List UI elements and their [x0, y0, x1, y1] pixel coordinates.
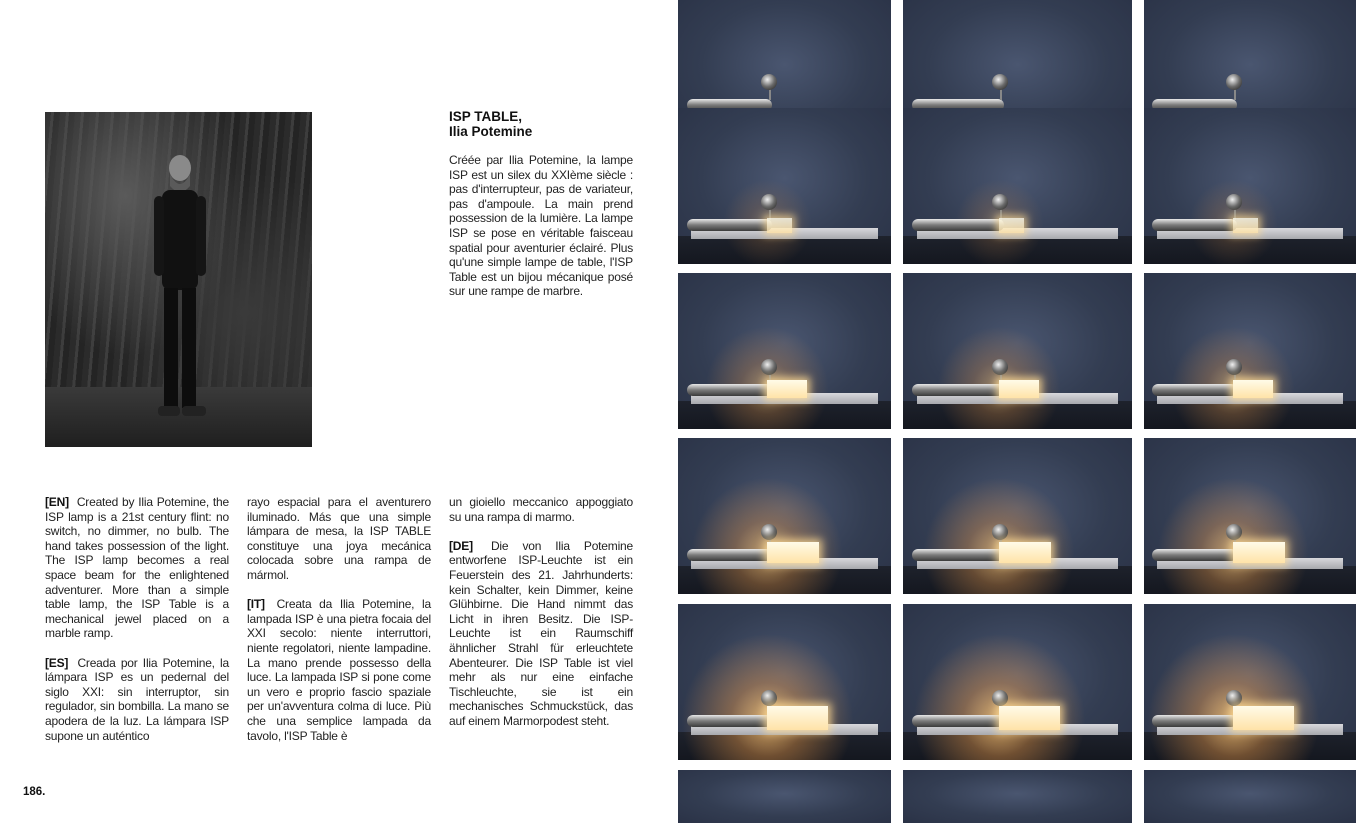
- lamp-photo: [678, 604, 891, 760]
- lamp-photo: [1144, 273, 1356, 429]
- lamp-photo: [903, 604, 1132, 760]
- lamp-tube: [912, 219, 1004, 231]
- lamp-light: [767, 218, 792, 233]
- lamp-light: [1233, 218, 1258, 233]
- lamp-tube: [1152, 219, 1237, 231]
- lamp-glow: [937, 326, 1061, 429]
- italian-continued: un gioiello meccanico appoggiato su una rampa di marmo.: [449, 495, 633, 524]
- lamp-light: [767, 380, 807, 398]
- lamp-sphere: [1226, 74, 1242, 90]
- text-column-2: [247, 495, 431, 758]
- lamp-tube: [687, 219, 772, 231]
- english-paragraph: [45, 495, 229, 641]
- lamp-photo: [1144, 438, 1356, 594]
- lamp-photo: [903, 273, 1132, 429]
- lamp-sphere: [992, 74, 1008, 90]
- lamp-tube: [687, 715, 772, 727]
- lamp-photo: [903, 108, 1132, 264]
- lamp-tube: [1152, 384, 1237, 396]
- lamp-photo: [678, 108, 891, 264]
- lamp-light: [999, 706, 1060, 729]
- es-tag: [ES]: [45, 655, 69, 670]
- lamp-glow: [705, 326, 829, 429]
- title-line-2: Ilia Potemine: [449, 124, 533, 139]
- lamp-photo: [903, 770, 1132, 823]
- en-tag: [EN]: [45, 495, 69, 509]
- lamp-sphere: [761, 690, 777, 706]
- lamp-sphere: [761, 194, 777, 210]
- lamp-photo: [678, 770, 891, 823]
- designer-portrait: [45, 112, 312, 447]
- lamp-light: [767, 542, 819, 563]
- de-tag: [DE]: [449, 538, 473, 553]
- lamp-tube: [687, 549, 772, 561]
- lamp-tube: [912, 715, 1004, 727]
- lamp-photo: [903, 438, 1132, 594]
- lamp-photo: [678, 273, 891, 429]
- page-number: 186.: [23, 786, 46, 798]
- lamp-photo: [1144, 108, 1356, 264]
- title-line-1: ISP TABLE,: [449, 109, 523, 124]
- lamp-tube: [687, 384, 772, 396]
- es-text: Creada por Ilia Potemine, la lámpara ISP es un pedernal del siglo XXI: sin interruptor, sin regulador, sin bombilla. La mano se apodera de la luz. La lámpara ISP supone un auténtico: [45, 655, 229, 743]
- lamp-photo: [678, 438, 891, 594]
- lamp-sphere: [761, 524, 777, 540]
- spanish-continued: rayo espacial para el aventurero iluminado. Más que una simple lámpara de mesa, la ISP TABLE constituye una joya mecánica colocada sobre una rampa de mármol.: [247, 495, 431, 582]
- article-title: [449, 109, 639, 139]
- lamp-sphere: [992, 194, 1008, 210]
- designer-figure: [140, 142, 220, 432]
- lamp-sphere: [992, 524, 1008, 540]
- lamp-tube: [1152, 549, 1237, 561]
- lamp-tube: [1152, 715, 1237, 727]
- german-paragraph: [449, 539, 633, 729]
- lamp-photo: [1144, 604, 1356, 760]
- text-column-3: [449, 495, 633, 743]
- lamp-sphere: [761, 359, 777, 375]
- lamp-tube: [912, 549, 1004, 561]
- lamp-sphere: [1226, 690, 1242, 706]
- lamp-light: [999, 542, 1051, 563]
- lamp-sphere: [992, 690, 1008, 706]
- it-text: Creata da Ilia Potemine, la lampada ISP è una pietra focaia del XXI secolo: niente interruttori, niente regolatori, niente lampadine. La mano prende possesso della luce. La lampada ISP si pone come un vero e proprio fascio spaziale per un'avventura colma di luce. Più che una semplice lampada da tavolo, l'ISP Table è: [247, 597, 431, 743]
- french-paragraph: Créée par Ilia Potemine, la lampe ISP est un silex du XXIème siècle : pas d'interrupteur, pas de variateur, pas d'ampoule. La main prend possession de la lumière. La lampe ISP se pose en véritable faisceau spatial pour aventurier éclairé. Plus qu'une simple lampe de table, l'ISP Table est un bijou mécanique posé sur une rampe de marbre.: [449, 153, 633, 299]
- text-column-1: [45, 495, 229, 758]
- lamp-sphere: [992, 359, 1008, 375]
- lamp-light: [999, 218, 1024, 233]
- spanish-paragraph: [45, 656, 229, 744]
- it-tag: [IT]: [247, 597, 265, 612]
- lamp-tube: [912, 384, 1004, 396]
- lamp-light: [1233, 380, 1273, 398]
- de-text: Die von Ilia Potemine entworfene ISP-Leuchte ist ein Feuerstein des 21. Jahrhunderts: kein Schalter, kein Dimmer, keine Glühbirne. Die Hand nimmt das Licht in ihren Besitz. Die ISP-Leuchte ist ein Raumschiff ähnlicher Strahl für erleuchtete Abenteurer. Die ISP Table ist viel mehr als nur eine einfache Tischleuchte, sie ist ein mechanisches Schmuckstück, das auf einem Marmorpodest steht.: [449, 538, 633, 728]
- lamp-sphere: [1226, 359, 1242, 375]
- lamp-light: [999, 380, 1039, 398]
- lamp-glow: [1171, 326, 1295, 429]
- lamp-light: [1233, 706, 1294, 729]
- italian-paragraph: [247, 597, 431, 743]
- lamp-sphere: [1226, 524, 1242, 540]
- lamp-sphere: [1226, 194, 1242, 210]
- lamp-photo: [1144, 770, 1356, 823]
- lamp-light: [767, 706, 828, 729]
- lamp-sphere: [761, 74, 777, 90]
- lamp-light: [1233, 542, 1285, 563]
- en-text: Created by Ilia Potemine, the ISP lamp is a 21st century flint: no switch, no dimmer, no bulb. The hand takes possession of the light. The ISP lamp becomes a real space beam for the enlightened adventurer. More than a simple table lamp, the ISP Table is a mechanical jewel placed on a marble ramp.: [45, 495, 230, 641]
